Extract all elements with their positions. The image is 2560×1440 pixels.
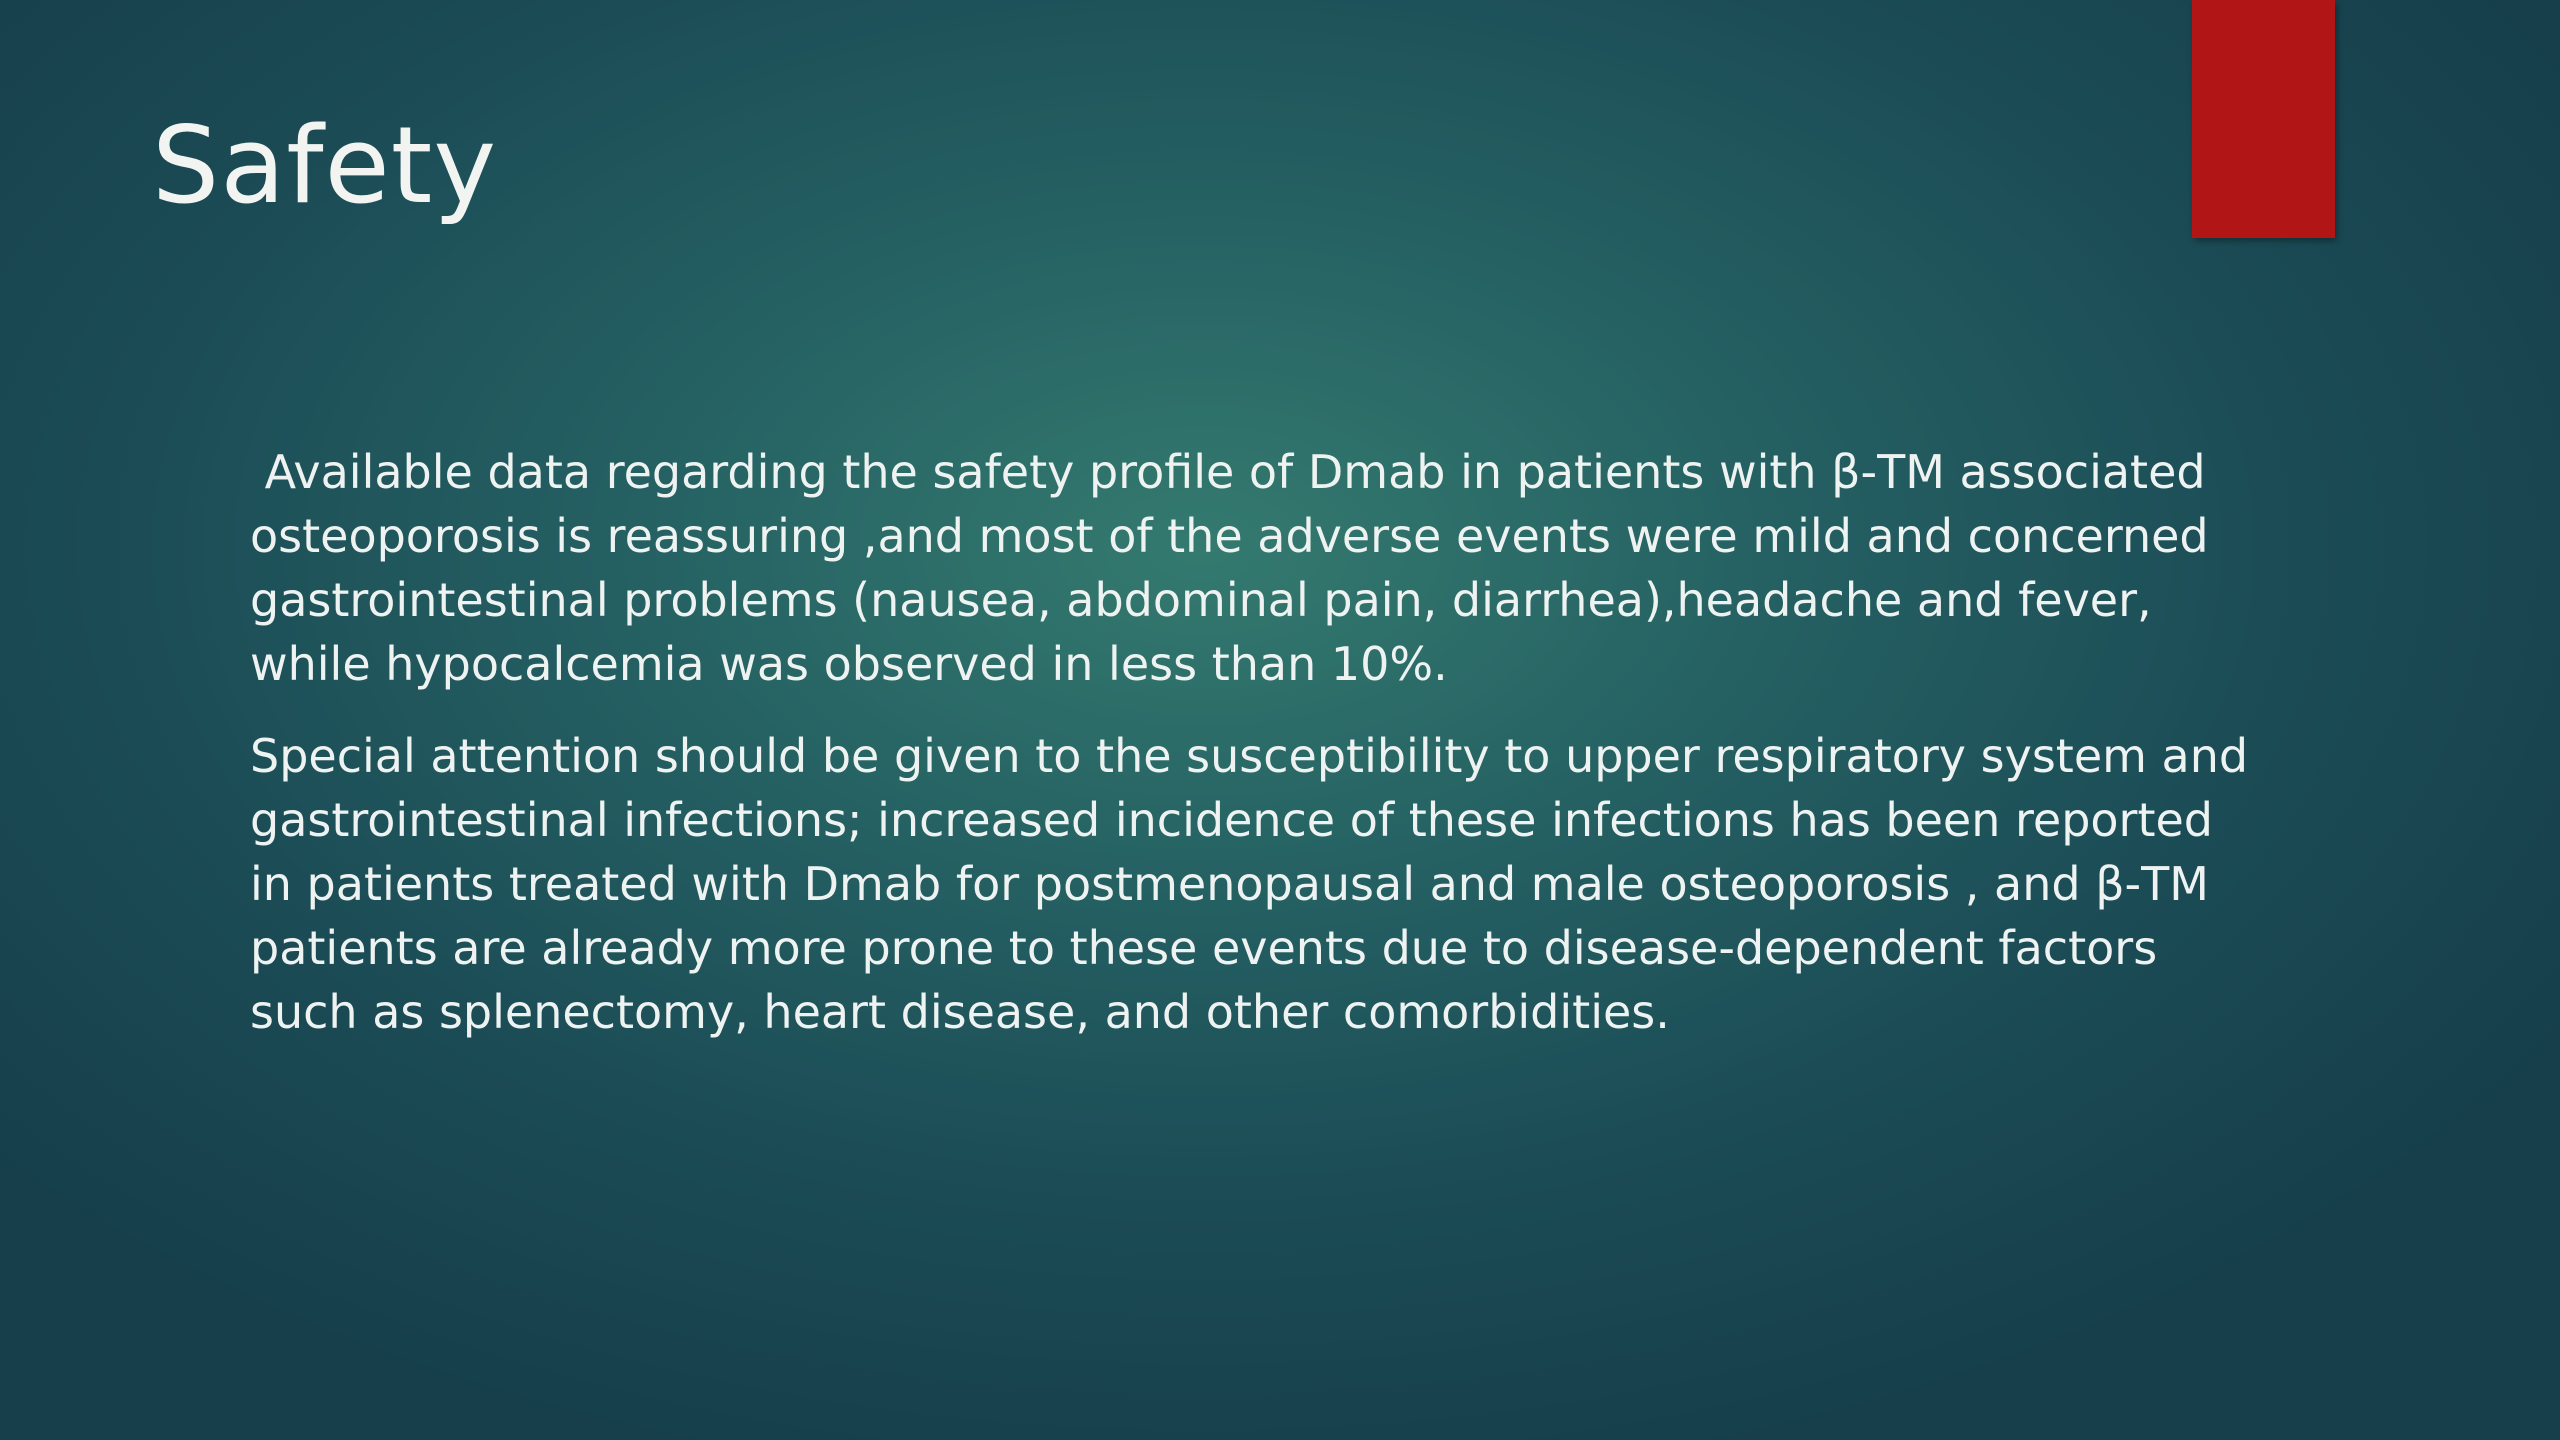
slide-title: Safety	[152, 104, 498, 227]
accent-bar	[2192, 0, 2335, 238]
body-paragraph-1: Available data regarding the safety profile of Dmab in patients with β-TM associated osteoporosis is reassuring ,and most of the adverse events were mild and concerned gastrointestinal problems (nausea, abdominal pain, diarrhea),headache and fever, while hypocalcemia was observed in less than 10%.	[250, 445, 2224, 691]
slide-body	[250, 440, 2263, 1072]
body-paragraph-2: Special attention should be given to the susceptibility to upper respiratory system and gastrointestinal infections; increased incidence of these infections has been reported in patients treated with Dmab for postmenopausal and male osteoporosis , and β-TM patients are already more prone to these events due to disease-dependent factors such as splenectomy, heart disease, and other comorbidities.	[250, 729, 2263, 1039]
